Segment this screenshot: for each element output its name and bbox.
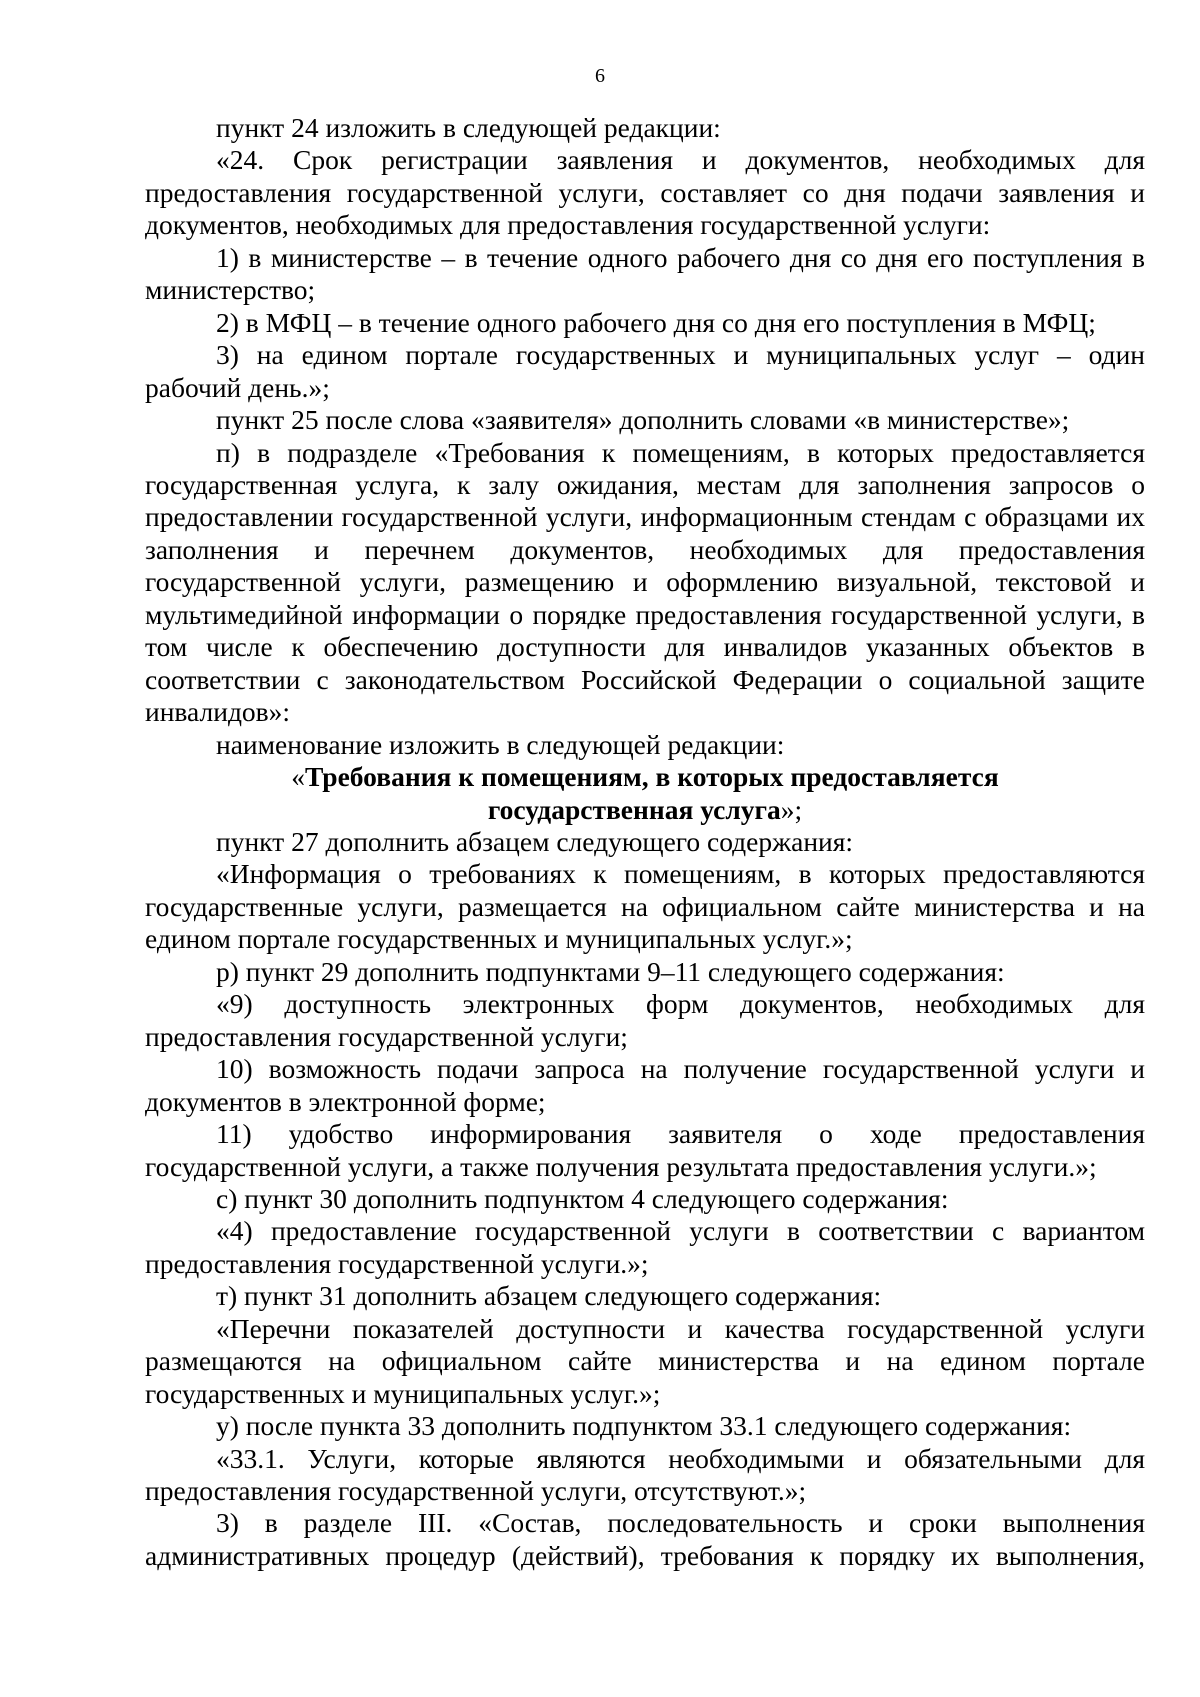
paragraph: «4) предоставление государственной услуги в соответствии с вариантом предоставления государственной услуги.»; [145,1215,1145,1279]
paragraph: 1) в министерстве – в течение одного рабочего дня со дня его поступления в министерство; [145,241,1145,306]
heading-open-quote: « [291,761,305,793]
heading-line-2: государственная услуга [487,793,781,825]
paragraph: «33.1. Услуги, которые являются необходимыми и обязательными для предоставления государственной услуги, отсутствуют.»; [145,1442,1145,1507]
paragraph: 3) на едином портале государственных и муниципальных услуг – один рабочий день.»; [145,339,1145,403]
paragraph: 11) удобство информирования заявителя о ходе предоставления государственной услуги, а также получения результата предоставления услуги.»; [145,1118,1145,1182]
section-heading [145,761,1145,826]
paragraph: «Информация о требованиях к помещениям, в которых предоставляются государственные услуги, размещается на официальном сайте министерства и на едином портале государственных и муниципальных услуг.»; [145,858,1145,955]
paragraph: 10) возможность подачи запроса на получение государственной услуги и документов в электронной форме; [145,1053,1145,1117]
paragraph: 2) в МФЦ – в течение одного рабочего дня со дня его поступления в МФЦ; [216,306,1096,338]
paragraph: р) пункт 29 дополнить подпунктами 9–11 следующего содержания: [216,955,1005,987]
paragraph: пункт 24 изложить в следующей редакции: [216,112,721,143]
paragraph: наименование изложить в следующей редакции: [216,728,785,760]
paragraph: 3) в разделе III. «Состав, последовательность и сроки выполнения административных процедур (действий), требования к порядку их выполнения, [145,1507,1145,1571]
paragraph: с) пункт 30 дополнить подпунктом 4 следующего содержания: [216,1182,949,1214]
page-number: 6 [595,65,605,87]
paragraph: пункт 27 дополнить абзацем следующего содержания: [216,825,854,857]
paragraph: «Перечни показателей доступности и качества государственной услуги размещаются на официальном сайте министерства и на едином портале государственных и муниципальных услуг.»; [145,1312,1145,1409]
heading-line-1: Требования к помещениям, в которых предоставляется [305,761,999,793]
paragraph: «9) доступность электронных форм документов, необходимых для предоставления государственной услуги; [145,988,1145,1052]
paragraph: у) после пункта 33 дополнить подпунктом 33.1 следующего содержания: [216,1410,1072,1442]
document-body [145,112,1145,1572]
paragraph: «24. Срок регистрации заявления и документов, необходимых для предоставления государственной услуги, составляет со дня подачи заявления и документов, необходимых для предоставления государственной услуги: [145,144,1145,241]
heading-close: »; [780,793,803,825]
paragraph: п) в подразделе «Требования к помещениям, в которых предоставляется государственная услуга, к залу ожидания, местам для заполнения запросов о предоставлении государственной услуги, информационным стендам с образцами их заполнения и перечнем документов, необходимых для предоставления государственной услуги, размещению и оформлению визуальной, текстовой и мультимедийной информации о порядке предоставления государственной услуги, в том числе к обеспечению доступности для инвалидов указанных объектов в соответствии с законодательством Российской Федерации о социальной защите инвалидов»: [145,436,1145,728]
paragraph: т) пункт 31 дополнить абзацем следующего содержания: [216,1280,882,1312]
paragraph: пункт 25 после слова «заявителя» дополнить словами «в министерстве»; [216,404,1070,436]
